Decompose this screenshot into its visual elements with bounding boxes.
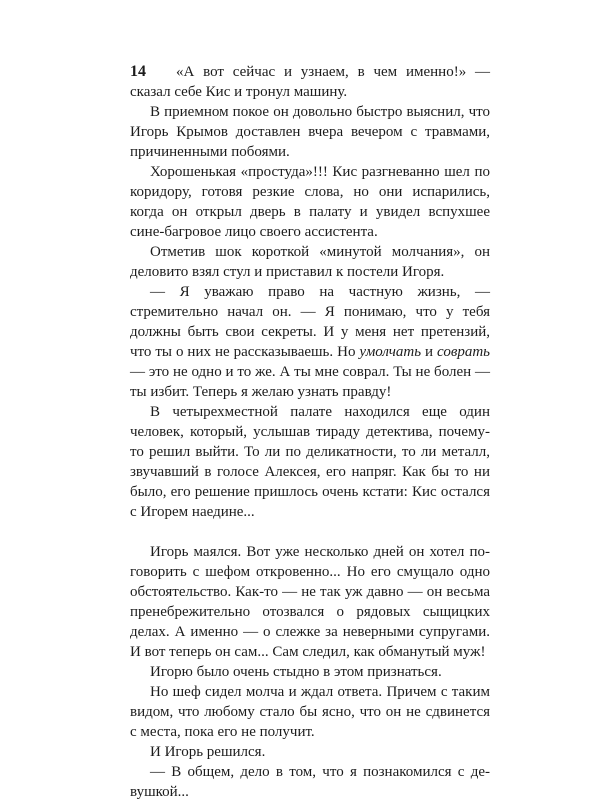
paragraph: «А вот сейчас и узнаем, в чем именно!» — сказал себе Кис и тронул машину.	[130, 64, 490, 100]
paragraph-text: — это не одно и то же. А ты мне соврал. Ты не болен — ты избит. Теперь я желаю узнать правду!	[130, 364, 490, 400]
paragraph: И Игорь решился.	[150, 744, 266, 760]
section-break	[130, 522, 490, 542]
paragraph: Игорь маялся. Вот уже несколько дней он хотел поговорить с шефом откровенно... Но его смущало одно обстоятельство. Как-то — не так уж давно — он весьма пренебрежительно отозвался о рядовых сыщицких делах. А именно — о слежке за неверными супругами. И вот теперь он сам... Сам следил, как обманутый муж!	[130, 544, 490, 660]
paragraph-text: и	[421, 344, 438, 360]
paragraph: — В общем, дело в том, что я познакомился с девушкой...	[130, 764, 490, 800]
paragraph: В четырехместной палате находился еще один человек, который, услышав тираду детектива, почему-то решил выйти. То ли по деликатности, то ли металл, звучавший в голосе Алексея, его напряг. Как бы то ни было, его решение пришлось очень кстати: Кис остался с Игорем наедине...	[130, 404, 490, 520]
book-page	[130, 62, 490, 802]
page-number: 14	[130, 63, 146, 80]
emphasis-text: соврать	[437, 344, 490, 360]
paragraph: Но шеф сидел молча и ждал ответа. Причем с таким видом, что любому стало бы ясно, что он не сдвинется с места, пока его не получит.	[130, 684, 490, 740]
emphasis-text: умолчать	[359, 344, 422, 360]
paragraph: В приемном покое он довольно быстро выяснил, что Игорь Крымов доставлен вчера вечером с травмами, причиненными побоями.	[130, 104, 490, 160]
paragraph-text: — Я уважаю право на частную жизнь, — стремительно начал он. — Я понимаю, что у тебя должны быть свои секреты. И у меня нет претензий, что ты о них не рассказываешь. Но	[130, 284, 490, 360]
paragraph: Отметив шок короткой «минутой молчания», он деловито взял стул и приставил к постели Игоря.	[130, 244, 490, 280]
paragraph: Хорошенькая «простуда»!!! Кис разгневанно шел по коридору, готовя резкие слова, но они испарились, когда он открыл дверь в палату и увидел вспухшее сине-багровое лицо своего ассистента.	[130, 164, 490, 240]
paragraph: Игорю было очень стыдно в этом признаться.	[150, 664, 442, 680]
paragraph	[130, 282, 490, 402]
